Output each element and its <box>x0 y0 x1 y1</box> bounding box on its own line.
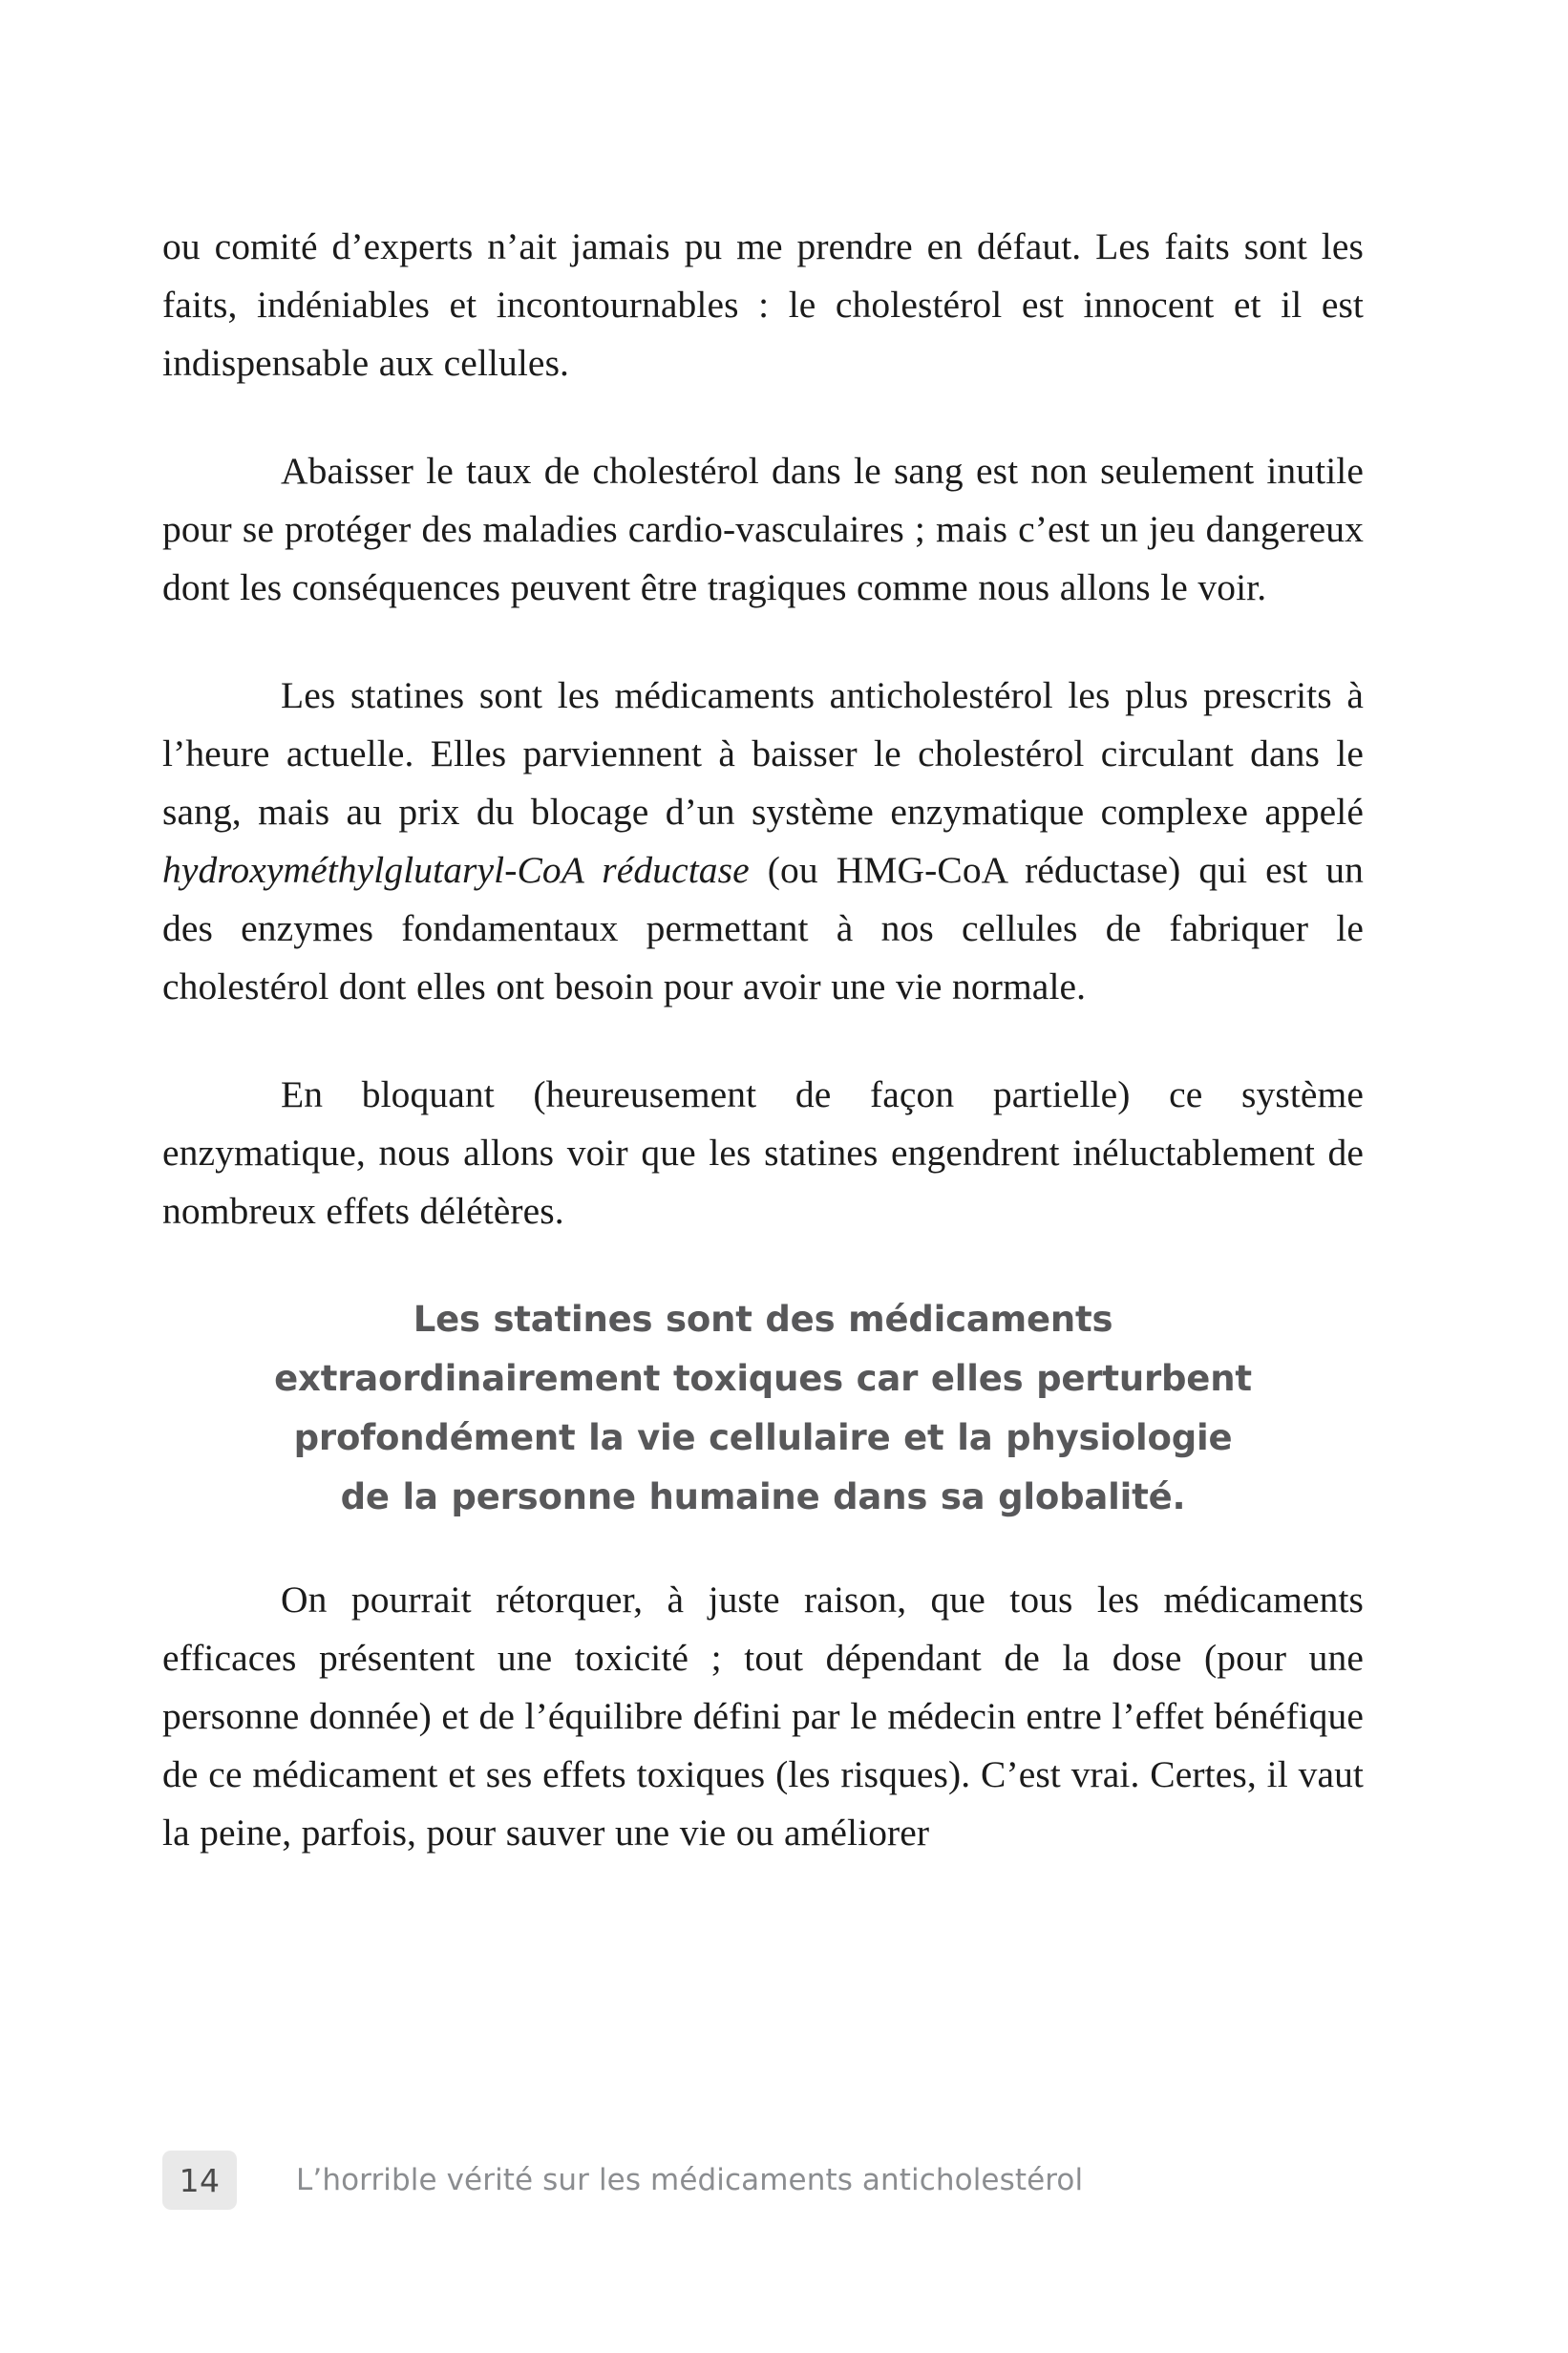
paragraph-3-lead: Les statines sont les médicaments anticholestérol les plus prescrits à l’heure actuelle. Elles parviennent à baisser le cholestérol circulant dans le sang, mais au prix du blocage d’un système enzymatique complexe appelé <box>162 674 1364 833</box>
pull-quote-line-2: extraordinairement toxiques car elles perturbent <box>274 1358 1252 1399</box>
text-column <box>162 218 1364 1862</box>
enzyme-name-italic: hydroxyméthylglutaryl-CoA réductase <box>162 849 750 891</box>
pull-quote-line-3: profondément la vie cellulaire et la physiologie <box>293 1417 1233 1458</box>
paragraph-5: On pourrait rétorquer, à juste raison, que tous les médicaments efficaces présentent une toxicité ; tout dépendant de la dose (pour une personne donnée) et de l’équilibre défini par le médecin entre l’effet bénéfique de ce médicament et ses effets toxiques (les risques). C’est vrai. Certes, il vaut la peine, parfois, pour sauver une vie ou améliorer <box>162 1579 1364 1854</box>
page-footer <box>162 2151 1083 2210</box>
footer-book-title: L’horrible vérité sur les médicaments anticholestérol <box>296 2163 1084 2197</box>
paragraph-3-tail: (ou HMG-CoA réductase) qui est un des enzymes fondamentaux permettant à nos cellules de fabriquer le cholestérol dont elles ont besoin pour avoir une vie normale. <box>162 849 1364 1007</box>
page-number-badge: 14 <box>162 2151 237 2210</box>
pull-quote-line-4: de la personne humaine dans sa globalité. <box>340 1476 1186 1517</box>
paragraph-3 <box>162 667 1364 1016</box>
paragraph-2: Abaisser le taux de cholestérol dans le sang est non seulement inutile pour se protéger des maladies cardio-vasculaires ; mais c’est un jeu dangereux dont les conséquences peuvent être tragiques comme nous allons le voir. <box>162 450 1364 608</box>
pull-quote-line-1: Les statines sont des médicaments <box>413 1299 1113 1340</box>
paragraph-4: En bloquant (heureusement de façon partielle) ce système enzymatique, nous allons voir que les statines engendrent inéluctablement de nombreux effets délétères. <box>162 1073 1364 1232</box>
paragraph-1: ou comité d’experts n’ait jamais pu me prendre en défaut. Les faits sont les faits, indéniables et incontournables : le cholestérol est innocent et il est indispensable aux cellules. <box>162 225 1364 384</box>
pull-quote <box>162 1290 1364 1527</box>
